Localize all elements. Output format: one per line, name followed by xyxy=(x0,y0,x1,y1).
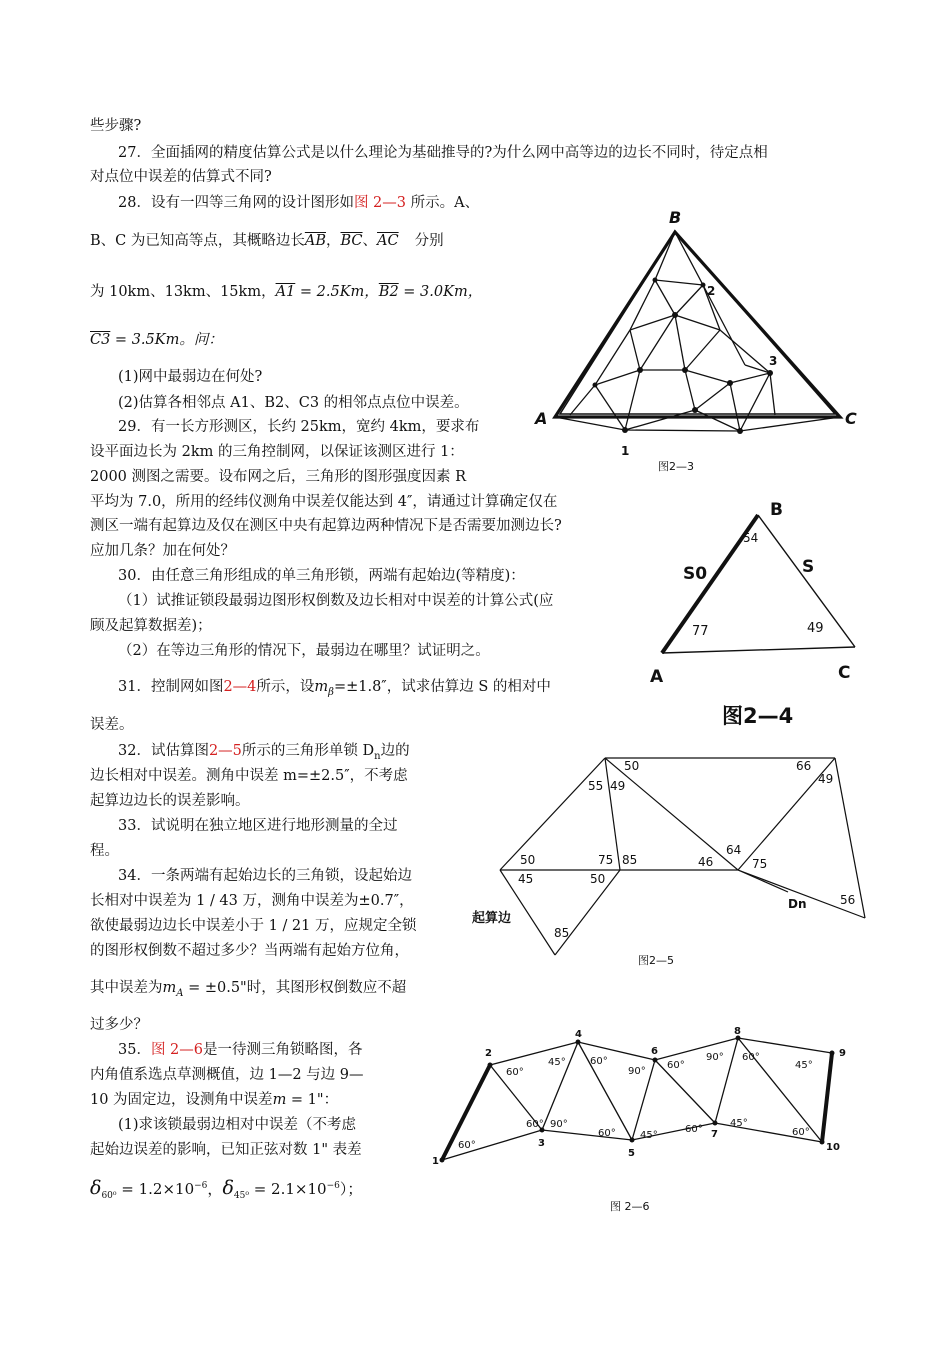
svg-text:C: C xyxy=(838,663,851,683)
text-line: （1）试推证锁段最弱边图形权倒数及边长相对中误差的计算公式(应 xyxy=(118,593,554,609)
text-line: 设平面边长为 2km 的三角控制网，以保证该测区进行 1： xyxy=(90,444,464,460)
svg-text:4: 4 xyxy=(575,1029,582,1040)
text-line: 其中误差为$m_A = \pm 0.5$"时，其图形权倒数应不超 xyxy=(90,980,407,999)
svg-text:3: 3 xyxy=(769,354,778,368)
svg-text:49: 49 xyxy=(610,779,626,793)
text-line: 起算边边长的误差影响。 xyxy=(90,793,250,809)
svg-text:50: 50 xyxy=(520,853,536,867)
svg-text:45°: 45° xyxy=(730,1118,748,1129)
svg-text:85: 85 xyxy=(554,926,570,940)
svg-text:56: 56 xyxy=(840,893,856,907)
text-line: 程。 xyxy=(90,843,119,859)
svg-text:66: 66 xyxy=(796,759,812,773)
text-line: (1)网中最弱边在何处? xyxy=(118,369,263,385)
figure-2-6-diagram xyxy=(430,1026,855,1170)
svg-text:60°: 60° xyxy=(598,1128,616,1139)
figure-caption: 图 2—6 xyxy=(610,1200,650,1213)
svg-text:60°: 60° xyxy=(792,1127,810,1138)
svg-text:Dn: Dn xyxy=(788,897,807,911)
svg-text:2: 2 xyxy=(707,284,716,298)
text-line: (1)求该锁最弱边相对中误差（不考虑 xyxy=(118,1117,357,1133)
text-line: 10 为固定边，设测角中误差m = 1"： xyxy=(90,1092,339,1108)
svg-text:C: C xyxy=(845,409,857,428)
text-line: C3 = 3.5Km。问： xyxy=(90,332,223,348)
text-line: (2)估算各相邻点 A1、B2、C3 的相邻点点位中误差。 xyxy=(118,395,469,411)
svg-text:75: 75 xyxy=(752,857,768,871)
svg-text:77: 77 xyxy=(692,624,709,639)
text-line: 起始边误差的影响，已知正弦对数 1" 表差 xyxy=(90,1142,362,1158)
svg-text:B: B xyxy=(669,208,682,227)
svg-text:49: 49 xyxy=(818,772,834,786)
svg-text:7: 7 xyxy=(711,1129,718,1140)
figure-caption: 图2—3 xyxy=(658,460,694,473)
text-line: 2000 测图之需要。设布网之后，三角形的图形强度因素 R xyxy=(90,469,467,485)
svg-text:起算边: 起算边 xyxy=(472,911,512,926)
svg-text:60°: 60° xyxy=(590,1056,608,1067)
question-34: 34．一条两端有起始边长的三角锁，设起始边 xyxy=(118,868,412,884)
text-line: 对点位中误差的估算式不同? xyxy=(90,169,272,185)
question-33: 33．试说明在独立地区进行地形测量的全过 xyxy=(118,818,398,834)
svg-text:6: 6 xyxy=(651,1046,658,1057)
svg-text:S: S xyxy=(802,557,815,577)
svg-text:60°: 60° xyxy=(742,1052,760,1063)
svg-text:2: 2 xyxy=(485,1048,492,1059)
svg-text:50: 50 xyxy=(590,872,606,886)
svg-text:85: 85 xyxy=(622,853,638,867)
figure-2-3-diagram xyxy=(535,205,870,458)
svg-text:60°: 60° xyxy=(458,1140,476,1151)
svg-text:1: 1 xyxy=(621,444,630,458)
text-line: 过多少？ xyxy=(90,1017,148,1033)
svg-text:90°: 90° xyxy=(628,1066,646,1077)
svg-text:45: 45 xyxy=(518,872,534,886)
svg-text:8: 8 xyxy=(734,1026,741,1037)
text-line: B、C 为已知高等点，其概略边长$\overline{AB}$，$\overline{BC}$、$\overline{AC}$ 分别 xyxy=(90,233,444,249)
text-line: 些步骤? xyxy=(90,118,142,134)
question-28: 28．设有一四等三角网的设计图形如图 2—3 所示。A、 xyxy=(118,195,480,211)
text-line: 的图形权倒数不超过多少？当两端有起始方位角， xyxy=(90,943,409,959)
svg-text:54: 54 xyxy=(743,531,759,545)
svg-text:45°: 45° xyxy=(795,1060,813,1071)
text-line: 欲使最弱边边长中误差小于 1 / 21 万，应规定全锁 xyxy=(90,918,417,934)
text-line: （2）在等边三角形的情况下，最弱边在哪里？试证明之。 xyxy=(118,643,490,659)
question-32: 32．试估算图2—5所示的三角形单锁 $D_n$边的 xyxy=(118,743,410,762)
question-35: 35．图 2—6是一待测三角锁略图，各 xyxy=(118,1042,363,1058)
svg-text:50: 50 xyxy=(624,759,640,773)
text-line: 为 10km、13km、15km，A1 = 2.5Km，B2 = 3.0Km， xyxy=(90,284,483,300)
figure-ref-link[interactable]: 2—4 xyxy=(223,679,257,695)
svg-text:60°: 60° xyxy=(667,1060,685,1071)
svg-text:A: A xyxy=(650,667,664,687)
svg-text:90°: 90° xyxy=(550,1119,568,1130)
svg-text:A: A xyxy=(535,409,548,428)
question-31: 31．控制网如图2—4所示，设$m_\beta=\pm 1.8''$，试求估算边 S 的相对中 xyxy=(118,679,551,698)
svg-text:9: 9 xyxy=(839,1048,846,1059)
figure-ref-link[interactable]: 图 2—3 xyxy=(353,195,407,211)
svg-text:3: 3 xyxy=(538,1138,545,1149)
svg-text:1: 1 xyxy=(432,1156,439,1167)
text-line: 长相对中误差为 1 / 43 万，测角中误差为±0.7″， xyxy=(90,893,414,909)
text-line: 测区一端有起算边及仅在测区中央有起算边两种情况下是否需要加测边长? xyxy=(90,518,562,534)
figure-caption: 图2—4 xyxy=(722,704,794,728)
text-line: 边长相对中误差。测角中误差 m=±2.5″，不考虑 xyxy=(90,768,408,784)
question-27: 27．全面插网的精度估算公式是以什么理论为基础推导的?为什么网中高等边的边长不同时，待定点相 xyxy=(118,145,768,161)
question-29: 29．有一长方形测区，长约 25km，宽约 4km，要求布 xyxy=(118,419,480,435)
text-line: 误差。 xyxy=(90,717,134,733)
svg-text:B: B xyxy=(770,500,783,520)
svg-text:60°: 60° xyxy=(526,1119,544,1130)
svg-text:60°: 60° xyxy=(685,1124,703,1135)
svg-text:49: 49 xyxy=(807,621,824,636)
svg-text:55: 55 xyxy=(588,779,604,793)
svg-text:64: 64 xyxy=(726,843,742,857)
svg-text:46: 46 xyxy=(698,855,714,869)
figure-ref-link[interactable]: 2—5 xyxy=(208,743,242,759)
text-line: 应加几条？加在何处？ xyxy=(90,543,235,559)
svg-text:S0: S0 xyxy=(683,564,708,584)
text-line: $\delta_{60^0} = 1.2\times 10^{-6}$，$\delta_{45^0} = 2.1\times 10^{-6}$）； xyxy=(90,1177,363,1201)
figure-ref-link[interactable]: 图 2—6 xyxy=(150,1042,204,1058)
text-line: 平均为 7.0，所用的经纬仪测角中误差仅能达到 4″，请通过计算确定仅在 xyxy=(90,494,558,510)
svg-text:75: 75 xyxy=(598,853,614,867)
text-line: 内角值系选点草测概值，边 1—2 与边 9— xyxy=(90,1067,364,1083)
question-30: 30．由任意三角形组成的单三角形锁，两端有起始边(等精度)： xyxy=(118,568,525,584)
figure-caption: 图2—5 xyxy=(638,954,674,967)
svg-text:45°: 45° xyxy=(548,1057,566,1068)
text-line: 顾及起算数据差)； xyxy=(90,618,212,634)
svg-text:60°: 60° xyxy=(506,1067,524,1078)
svg-text:45°: 45° xyxy=(640,1130,658,1141)
svg-text:90°: 90° xyxy=(706,1052,724,1063)
figure-2-5-diagram xyxy=(470,750,870,965)
svg-text:10: 10 xyxy=(826,1142,840,1153)
svg-text:5: 5 xyxy=(628,1148,635,1159)
figure-2-4-diagram xyxy=(640,495,875,695)
